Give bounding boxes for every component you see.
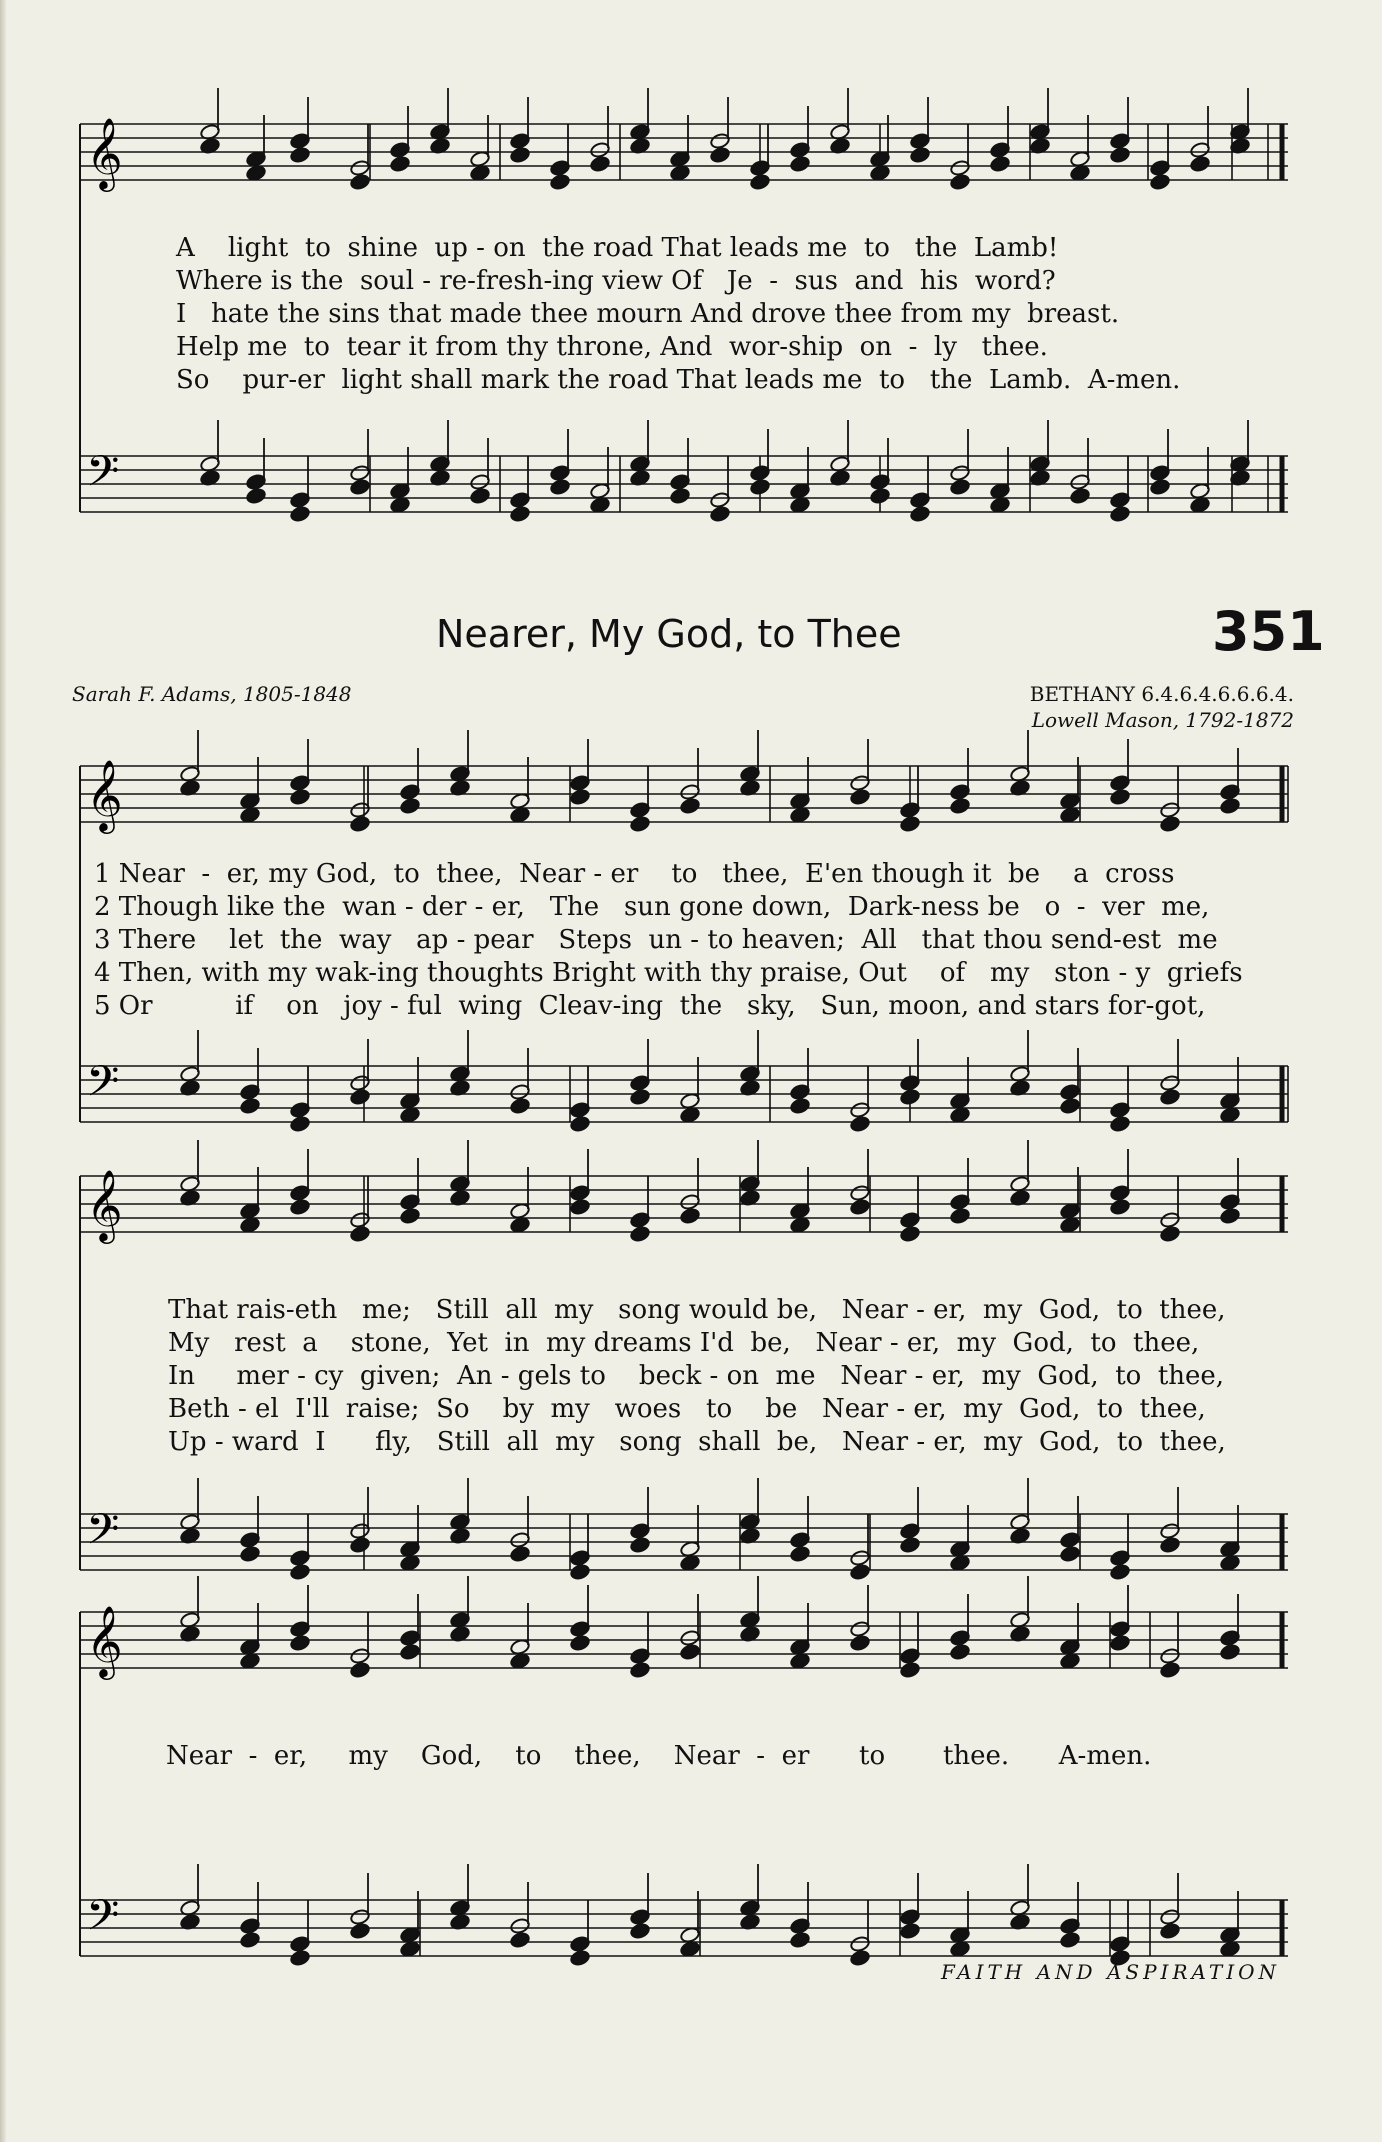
- lyric-line: My rest a stone, Yet in my dreams I'd be, Near - er, my God, to thee,: [168, 1328, 1200, 1358]
- note-head: [1059, 1545, 1080, 1562]
- bass-clef-icon: 𝄢: [86, 447, 120, 507]
- note-head: [679, 1106, 700, 1123]
- note-head: [1059, 1652, 1080, 1669]
- note-head: [289, 788, 310, 805]
- tune-name: BETHANY 6.4.6.4.6.6.6.4.: [1029, 682, 1294, 706]
- note-head: [849, 1115, 870, 1132]
- note-head: [899, 1088, 920, 1105]
- lyric-line: Up - ward I fly, Still all my song shall be, Near - er, my God, to thee,: [168, 1427, 1226, 1457]
- note-head: [1059, 1097, 1080, 1114]
- note-head: [789, 1097, 810, 1114]
- note-head: [679, 797, 700, 814]
- note-head: [289, 1198, 310, 1215]
- note-head: [899, 1536, 920, 1553]
- note-head: [749, 478, 770, 495]
- note-head: [349, 1536, 370, 1553]
- note-head: [509, 806, 530, 823]
- note-head: [569, 1198, 590, 1215]
- note-head: [549, 478, 570, 495]
- note-head: [245, 487, 266, 504]
- note-head: [349, 1661, 370, 1678]
- note-head: [569, 1115, 590, 1132]
- hymn-author: Sarah F. Adams, 1805-1848: [72, 682, 352, 706]
- note-head: [589, 155, 610, 172]
- bass-clef-icon: 𝄢: [86, 1505, 120, 1565]
- note-head: [349, 1225, 370, 1242]
- note-head: [1109, 1115, 1130, 1132]
- note-head: [899, 1661, 920, 1678]
- note-head: [709, 505, 730, 522]
- note-head: [949, 1643, 970, 1660]
- note-head: [1109, 1634, 1130, 1651]
- note-head: [569, 788, 590, 805]
- note-head: [679, 1554, 700, 1571]
- note-head: [349, 815, 370, 832]
- lyric-line: I hate the sins that made thee mourn And drove thee from my breast.: [176, 299, 1120, 329]
- note-head: [569, 1563, 590, 1580]
- note-head: [289, 1563, 310, 1580]
- note-head: [399, 797, 420, 814]
- note-head: [549, 173, 570, 190]
- note-head: [239, 1652, 260, 1669]
- note-head: [469, 487, 490, 504]
- note-head: [509, 146, 530, 163]
- note-head: [399, 1643, 420, 1660]
- note-head: [289, 1115, 310, 1132]
- lyric-line: A light to shine up - on the road That leads me to the Lamb!: [176, 233, 1059, 263]
- note-head: [289, 1634, 310, 1651]
- note-head: [909, 505, 930, 522]
- note-head: [289, 505, 310, 522]
- note-head: [1059, 1216, 1080, 1233]
- note-head: [1109, 1563, 1130, 1580]
- note-head: [789, 1931, 810, 1948]
- note-head: [569, 1634, 590, 1651]
- note-head: [509, 1931, 530, 1948]
- note-head: [909, 146, 930, 163]
- note-head: [289, 146, 310, 163]
- note-head: [1219, 1643, 1240, 1660]
- note-head: [629, 1088, 650, 1105]
- note-head: [669, 487, 690, 504]
- lyric-line: Where is the soul - re-fresh-ing view Of Je - sus and his word?: [176, 266, 1056, 296]
- note-head: [949, 1207, 970, 1224]
- note-head: [1159, 1661, 1180, 1678]
- note-head: [389, 155, 410, 172]
- note-head: [629, 1225, 650, 1242]
- note-head: [629, 1661, 650, 1678]
- note-head: [1159, 815, 1180, 832]
- note-head: [899, 1922, 920, 1939]
- note-head: [849, 788, 870, 805]
- note-head: [239, 1545, 260, 1562]
- treble-clef-icon: 𝄞: [86, 1168, 123, 1241]
- note-head: [509, 505, 530, 522]
- note-head: [1109, 1198, 1130, 1215]
- note-head: [399, 1106, 420, 1123]
- note-head: [399, 1554, 420, 1571]
- note-head: [789, 806, 810, 823]
- lyric-line: 2 Though like the wan - der - er, The sun gone down, Dark-ness be o - ver me,: [94, 892, 1210, 922]
- lyric-line: That rais-eth me; Still all my song would be, Near - er, my God, to thee,: [168, 1295, 1226, 1325]
- note-head: [1219, 1207, 1240, 1224]
- note-head: [989, 496, 1010, 513]
- lyric-line: 1 Near - er, my God, to thee, Near - er to thee, E'en though it be a cross: [94, 859, 1175, 889]
- note-head: [289, 1949, 310, 1966]
- note-head: [509, 1097, 530, 1114]
- lyric-line: In mer - cy given; An - gels to beck - on me Near - er, my God, to thee,: [168, 1361, 1225, 1391]
- note-head: [789, 155, 810, 172]
- note-head: [1159, 1088, 1180, 1105]
- note-head: [239, 806, 260, 823]
- note-head: [389, 496, 410, 513]
- note-head: [899, 815, 920, 832]
- note-head: [989, 155, 1010, 172]
- note-head: [469, 164, 490, 181]
- note-head: [789, 1652, 810, 1669]
- note-head: [789, 496, 810, 513]
- note-head: [1219, 797, 1240, 814]
- note-head: [239, 1931, 260, 1948]
- note-head: [239, 1097, 260, 1114]
- note-head: [789, 1216, 810, 1233]
- lyric-line: Help me to tear it from thy throne, And wor-ship on - ly thee.: [176, 332, 1048, 362]
- note-head: [869, 487, 890, 504]
- note-head: [849, 1634, 870, 1651]
- note-head: [1069, 164, 1090, 181]
- note-head: [629, 1922, 650, 1939]
- hymn-composer: Lowell Mason, 1792-1872: [1031, 708, 1294, 732]
- note-head: [239, 1216, 260, 1233]
- note-head: [245, 164, 266, 181]
- note-head: [629, 1536, 650, 1553]
- treble-clef-icon: 𝄞: [86, 1604, 123, 1677]
- note-head: [1109, 788, 1130, 805]
- note-head: [1189, 155, 1210, 172]
- note-head: [349, 173, 370, 190]
- note-head: [509, 1545, 530, 1562]
- note-head: [679, 1940, 700, 1957]
- note-head: [679, 1207, 700, 1224]
- note-head: [629, 815, 650, 832]
- lyric-line: 3 There let the way ap - pear Steps un - to heaven; All that thou send-est me: [94, 925, 1218, 955]
- note-head: [899, 1225, 920, 1242]
- lyric-line: 5 Or if on joy - ful wing Cleav-ing the sky, Sun, moon, and stars for-got,: [94, 991, 1206, 1021]
- note-head: [1159, 1922, 1180, 1939]
- note-head: [1219, 1106, 1240, 1123]
- note-head: [949, 1554, 970, 1571]
- note-head: [1069, 487, 1090, 504]
- note-head: [849, 1563, 870, 1580]
- note-head: [849, 1198, 870, 1215]
- note-head: [1159, 1536, 1180, 1553]
- hymn-number: 351: [1212, 600, 1325, 663]
- note-head: [949, 1940, 970, 1957]
- lyric-line: So pur-er light shall mark the road That leads me to the Lamb. A-men.: [176, 365, 1181, 395]
- note-head: [1149, 173, 1170, 190]
- note-head: [1159, 1225, 1180, 1242]
- note-head: [1189, 496, 1210, 513]
- note-head: [1219, 1554, 1240, 1571]
- hymn-title: Nearer, My God, to Thee: [436, 612, 902, 656]
- note-head: [509, 1652, 530, 1669]
- bass-clef-icon: 𝄢: [86, 1891, 120, 1951]
- note-head: [849, 1949, 870, 1966]
- note-head: [949, 1106, 970, 1123]
- note-head: [1109, 146, 1130, 163]
- note-head: [669, 164, 690, 181]
- note-head: [709, 146, 730, 163]
- note-head: [949, 173, 970, 190]
- note-head: [569, 1949, 590, 1966]
- note-head: [399, 1207, 420, 1224]
- note-head: [679, 1643, 700, 1660]
- note-head: [1149, 478, 1170, 495]
- note-head: [349, 1922, 370, 1939]
- lyric-line: Near - er, my God, to thee, Near - er to thee. A-men.: [166, 1741, 1152, 1771]
- treble-clef-icon: 𝄞: [86, 758, 123, 831]
- lyric-line: 4 Then, with my wak-ing thoughts Bright with thy praise, Out of my ston - y griefs: [94, 958, 1243, 988]
- note-head: [1059, 806, 1080, 823]
- note-head: [349, 478, 370, 495]
- note-head: [589, 496, 610, 513]
- bass-clef-icon: 𝄢: [86, 1057, 120, 1117]
- note-head: [349, 1088, 370, 1105]
- note-head: [869, 164, 890, 181]
- note-head: [949, 478, 970, 495]
- note-head: [949, 797, 970, 814]
- page-footer: FAITH AND ASPIRATION: [940, 1960, 1280, 1984]
- lyric-line: Beth - el I'll raise; So by my woes to be Near - er, my God, to thee,: [168, 1394, 1206, 1424]
- note-head: [509, 1216, 530, 1233]
- note-head: [399, 1940, 420, 1957]
- note-head: [1219, 1940, 1240, 1957]
- note-head: [749, 173, 770, 190]
- note-head: [1109, 505, 1130, 522]
- treble-clef-icon: 𝄞: [86, 116, 123, 189]
- note-head: [789, 1545, 810, 1562]
- note-head: [1059, 1931, 1080, 1948]
